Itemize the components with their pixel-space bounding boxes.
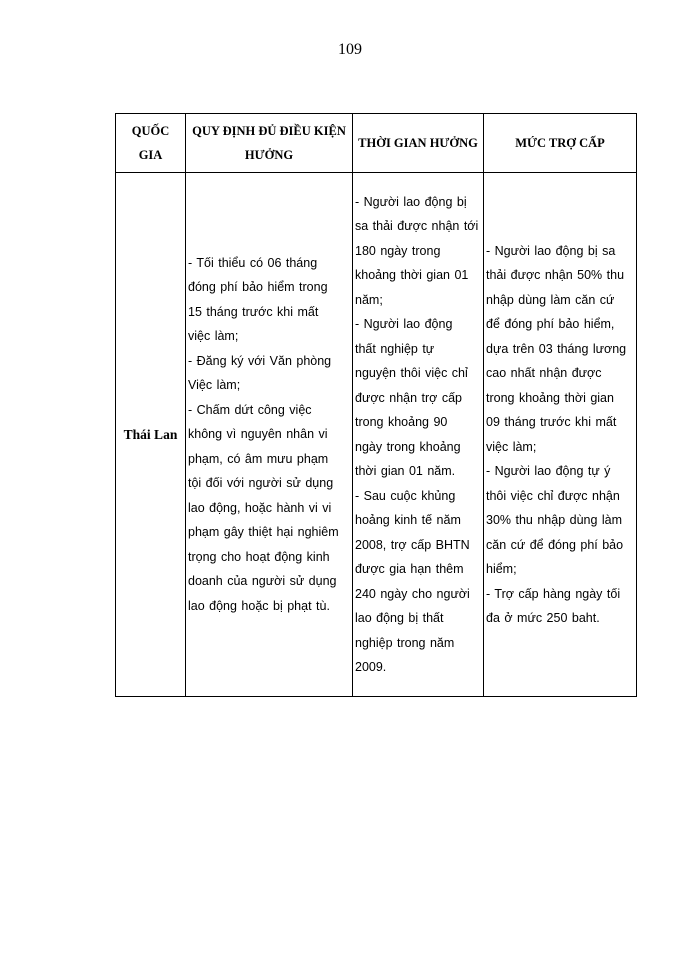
cell-time: [353, 173, 484, 697]
cell-benefit: [484, 173, 637, 697]
cell-text-line: thất nghiệp tự: [355, 341, 435, 356]
header-conditions: QUY ĐỊNH ĐỦ ĐIỀU KIỆN HƯỞNG: [186, 114, 353, 173]
cell-text-line: - Người lao động: [355, 317, 453, 331]
cell-text-line: thải được nhận 50% thu: [486, 268, 625, 282]
cell-text-line: dựa trên 03 tháng lương: [486, 341, 627, 356]
cell-text-line: - Sau cuộc khủng: [355, 488, 456, 503]
cell-text-line: hoảng kinh tế năm: [355, 513, 461, 527]
cell-text-line: việc làm;: [486, 439, 537, 454]
cell-text-line: 2009.: [355, 660, 387, 674]
cell-text-line: 180 ngày trong: [355, 243, 441, 258]
cell-text-line: tội đối với người sử dụng: [188, 476, 334, 491]
cell-text-line: - Tối thiểu có 06 tháng: [188, 255, 318, 270]
cell-text-line: được nhận trợ cấp: [355, 390, 462, 405]
cell-text-line: Việc làm;: [188, 378, 241, 393]
cell-text-line: sa thải được nhận tới: [355, 219, 479, 233]
cell-text-line: - Trợ cấp hàng ngày tối: [486, 586, 621, 601]
cell-text-line: việc làm;: [188, 329, 239, 344]
cell-text-line: doanh của người sử dụng: [188, 574, 337, 589]
cell-text-line: phạm gây thiệt hại nghiêm: [188, 525, 339, 540]
cell-text-line: lao động hoặc bị phạt tù.: [188, 598, 330, 613]
cell-text-line: lao động, hoặc hành vi vi: [188, 500, 332, 515]
cell-text-line: trong khoảng 90: [355, 415, 448, 429]
cell-text-line: hiểm;: [486, 562, 517, 576]
cell-text-line: đa ở mức 250 baht.: [486, 611, 600, 625]
cell-text-line: lao động bị thất: [355, 611, 444, 625]
cell-text-line: cao nhất nhận được: [486, 366, 602, 380]
cell-text-line: thôi việc chỉ được nhận: [486, 488, 620, 503]
cell-text-line: - Đăng ký với Văn phòng: [188, 353, 332, 368]
cell-text-line: để đóng phí bảo hiểm,: [486, 317, 615, 331]
cell-text-line: khoảng thời gian 01: [355, 268, 469, 282]
cell-text-line: 2008, trợ cấp BHTN: [355, 537, 470, 552]
cell-text-line: nhập dùng làm căn cứ: [486, 292, 615, 307]
cell-text-line: căn cứ để đóng phí bảo: [486, 537, 624, 552]
cell-text-line: phạm, có âm mưu phạm: [188, 451, 329, 466]
header-benefit: MỨC TRỢ CẤP: [484, 114, 637, 173]
header-country: QUỐC GIA: [116, 114, 186, 173]
cell-text-line: trong khoảng thời gian: [486, 390, 614, 405]
cell-text-line: không vì nguyên nhân vi: [188, 427, 328, 442]
cell-text-line: ngày trong khoảng: [355, 439, 461, 454]
cell-text-line: - Người lao động bị sa: [486, 243, 616, 258]
cell-text-line: đóng phí bảo hiểm trong: [188, 280, 328, 295]
cell-text-line: - Người lao động tự ý: [486, 464, 611, 478]
header-time: THỜI GIAN HƯỞNG: [353, 114, 484, 173]
unemployment-insurance-table: [115, 113, 637, 697]
cell-text-line: nguyện thôi việc chỉ: [355, 366, 468, 380]
cell-conditions: [186, 173, 353, 697]
table-header-row: [116, 114, 637, 173]
cell-text-line: 09 tháng trước khi mất: [486, 415, 617, 429]
cell-text-line: 240 ngày cho người: [355, 586, 470, 601]
cell-text-line: năm;: [355, 292, 383, 307]
table-row: [116, 173, 637, 697]
cell-text-line: 15 tháng trước khi mất: [188, 304, 319, 319]
cell-text-line: trọng cho hoạt động kinh: [188, 549, 330, 564]
cell-text-line: - Chấm dứt công việc: [188, 402, 312, 417]
cell-text-line: thời gian 01 năm.: [355, 464, 456, 478]
cell-text-line: - Người lao động bị: [355, 194, 467, 209]
cell-text-line: 30% thu nhập dùng làm: [486, 513, 623, 527]
page-number: 109: [338, 41, 362, 58]
cell-text-line: nghiệp trong năm: [355, 635, 455, 650]
cell-text-line: được gia hạn thêm: [355, 562, 464, 576]
cell-country: Thái Lan: [116, 173, 186, 697]
